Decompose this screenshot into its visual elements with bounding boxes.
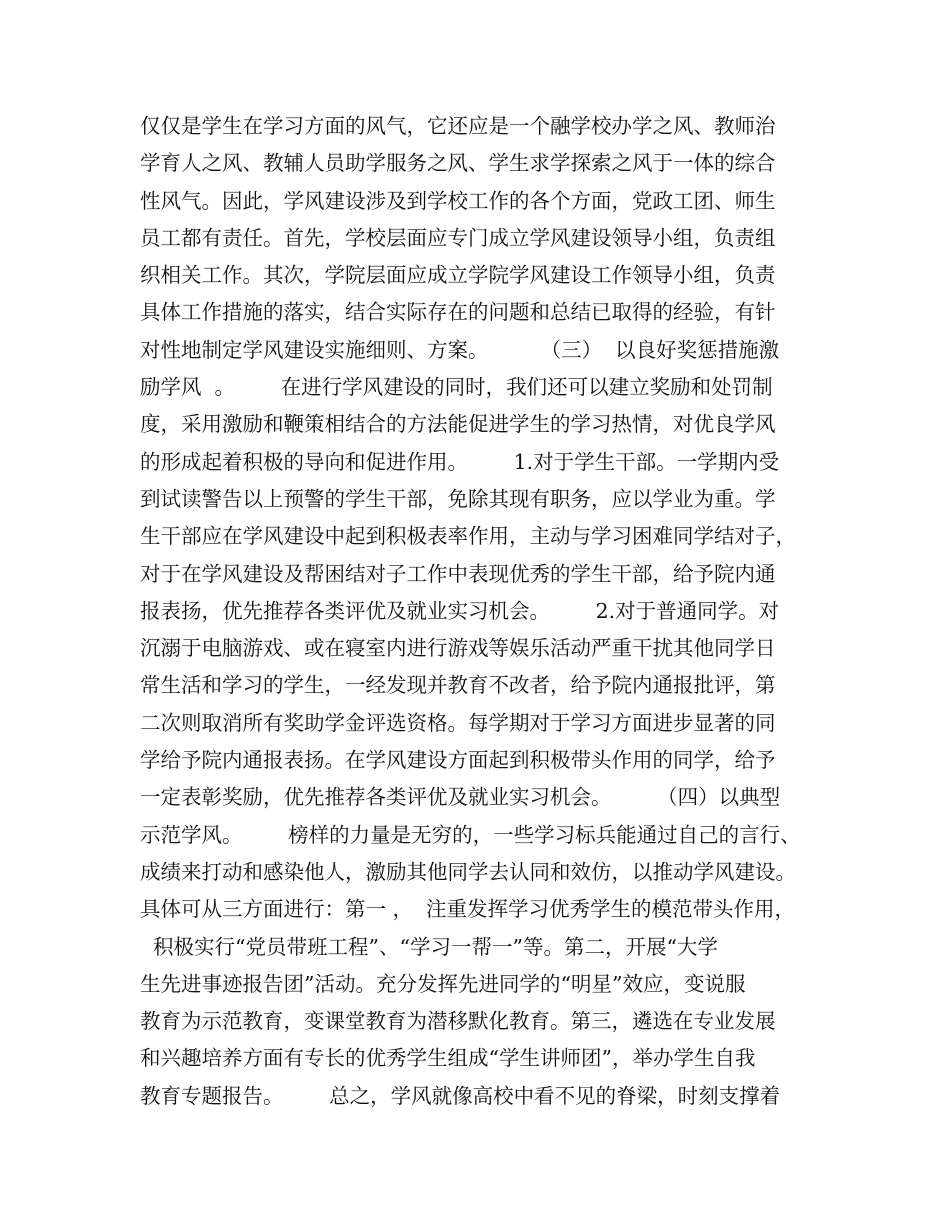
- text-line: 织相关工作。其次，学院层面应成立学院学风建设工作领导小组，负责: [140, 263, 776, 288]
- text-line: 具体工作措施的落实，结合实际存在的问题和总结已取得的经验，有针: [140, 300, 776, 325]
- text-line: 员工都有责任。首先，学校层面应专门成立学风建设领导小组，负责组: [140, 225, 776, 250]
- text-line: 具体可从三方面进行：第一 ， 注重发挥学习优秀学生的模范带头作用，: [140, 897, 796, 922]
- text-line: 的形成起着积极的导向和促进作用。 1.对于学生干部。一学期内受: [140, 449, 780, 474]
- text-line: 度，采用激励和鞭策相结合的方法能促进学生的学习热情，对优良学风: [140, 412, 776, 437]
- text-line: 报表扬，优先推荐各类评优及就业实习机会。 2.对于普通同学。对: [140, 598, 780, 623]
- text-line: 沉溺于电脑游戏、或在寝室内进行游戏等娱乐活动严重干扰其他同学日: [140, 636, 776, 661]
- text-line: 教育为示范教育，变课堂教育为潜移默化教育。第三，遴选在专业发展: [140, 1009, 776, 1034]
- text-line: 对性地制定学风建设实施细则、方案。 （三） 以良好奖惩措施激: [140, 337, 780, 362]
- text-line: 仅仅是学生在学习方面的风气，它还应是一个融学校办学之风、教师治: [140, 114, 776, 138]
- text-line: 积极实行“党员带班工程”、“学习一帮一”等。第二，开展“大学: [140, 934, 718, 959]
- text-line: 二次则取消所有奖助学金评选资格。每学期对于学习方面进步显著的同: [140, 710, 776, 735]
- text-line: 生干部应在学风建设中起到积极表率作用，主动与学习困难同学结对子，: [140, 524, 796, 549]
- text-line: 对于在学风建设及帮困结对子工作中表现优秀的学生干部，给予院内通: [140, 561, 776, 586]
- text-line: 一定表彰奖励，优先推荐各类评优及就业实习机会。 （四）以典型: [140, 785, 781, 810]
- text-line: 励学风 。 在进行学风建设的同时，我们还可以建立奖励和处罚制: [140, 375, 773, 400]
- text-line: 性风气。因此，学风建设涉及到学校工作的各个方面，党政工团、师生: [140, 188, 776, 213]
- text-line: 常生活和学习的学生，一经发现并教育不改者，给予院内通报批评，第: [140, 673, 776, 698]
- text-line: 教育专题报告。 总之，学风就像高校中看不见的脊梁，时刻支撑着: [140, 1083, 781, 1108]
- text-line: 成绩来打动和感染他人，激励其他同学去认同和效仿，以推动学风建设。: [140, 859, 796, 884]
- text-line: 学育人之风、教辅人员助学服务之风、学生求学探索之风于一体的综合: [140, 151, 776, 176]
- text-line: 生先进事迹报告团”活动。充分发挥先进同学的“明星”效应，变说服: [140, 971, 746, 996]
- body-text: [140, 108, 830, 1115]
- text-line: 到试读警告以上预警的学生干部，免除其现有职务，应以学业为重。学: [140, 486, 776, 511]
- text-line: 和兴趣培养方面有专长的优秀学生组成“学生讲师团”，举办学生自我: [140, 1046, 756, 1071]
- text-line: 示范学风。 榜样的力量是无穷的，一些学习标兵能通过自己的言行、: [140, 822, 801, 847]
- text-line: 学给予院内通报表扬。在学风建设方面起到积极带头作用的同学，给予: [140, 748, 776, 773]
